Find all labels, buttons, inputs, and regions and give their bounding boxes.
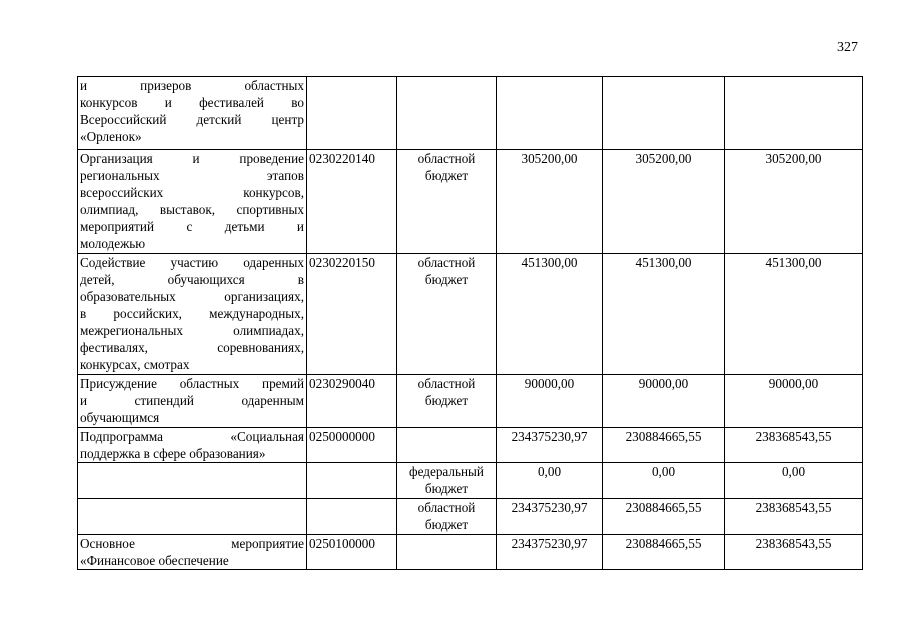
cell-name-line: в российских, международных, bbox=[80, 306, 304, 321]
cell-name-line: Присуждение областных премий bbox=[80, 376, 304, 391]
cell-name bbox=[78, 254, 307, 375]
cell-name-line: мероприятий с детьми и bbox=[80, 219, 304, 234]
cell-code bbox=[307, 463, 397, 499]
cell-year-1: 451300,00 bbox=[497, 254, 603, 375]
table-row bbox=[78, 150, 863, 254]
cell-source: федеральный бюджет bbox=[397, 463, 497, 499]
cell-source: областной бюджет bbox=[397, 254, 497, 375]
cell-name-line: Содействие участию одаренных bbox=[80, 255, 304, 270]
cell-code bbox=[307, 77, 397, 150]
budget-table bbox=[77, 76, 863, 570]
cell-name-line: Подпрограмма «Социальная bbox=[80, 429, 304, 444]
cell-name-line: детей, обучающихся в bbox=[80, 272, 304, 287]
cell-code: 0230220150 bbox=[307, 254, 397, 375]
cell-name-line: конкурсов и фестивалей во bbox=[80, 95, 304, 110]
cell-name bbox=[78, 150, 307, 254]
cell-year-3 bbox=[725, 77, 863, 150]
table-row bbox=[78, 499, 863, 535]
cell-name-line: «Орленок» bbox=[80, 129, 142, 144]
cell-name-line: «Финансовое обеспечение bbox=[80, 553, 229, 568]
budget-table-body bbox=[78, 77, 863, 570]
cell-name-line: молодежью bbox=[80, 236, 146, 251]
cell-year-3: 238368543,55 bbox=[725, 535, 863, 570]
page-number: 327 bbox=[837, 40, 858, 55]
cell-code: 0250100000 bbox=[307, 535, 397, 570]
cell-source bbox=[397, 77, 497, 150]
table-row bbox=[78, 428, 863, 463]
cell-year-3: 451300,00 bbox=[725, 254, 863, 375]
cell-name-line: олимпиад, выставок, спортивных bbox=[80, 202, 304, 217]
table-row bbox=[78, 375, 863, 428]
cell-name-line: Основное мероприятие bbox=[80, 536, 304, 551]
table-row bbox=[78, 77, 863, 150]
cell-source: областной бюджет bbox=[397, 150, 497, 254]
cell-name bbox=[78, 77, 307, 150]
cell-name-line: межрегиональных олимпиадах, bbox=[80, 323, 304, 338]
cell-name bbox=[78, 499, 307, 535]
table-row bbox=[78, 535, 863, 570]
cell-source: областной бюджет bbox=[397, 499, 497, 535]
cell-name bbox=[78, 428, 307, 463]
cell-year-3: 238368543,55 bbox=[725, 428, 863, 463]
cell-name-line: всероссийских конкурсов, bbox=[80, 185, 304, 200]
cell-year-3: 90000,00 bbox=[725, 375, 863, 428]
cell-year-2: 451300,00 bbox=[603, 254, 725, 375]
cell-year-1: 90000,00 bbox=[497, 375, 603, 428]
cell-name-line: фестивалях, соревнованиях, bbox=[80, 340, 304, 355]
cell-year-3: 305200,00 bbox=[725, 150, 863, 254]
cell-year-2: 230884665,55 bbox=[603, 535, 725, 570]
cell-source bbox=[397, 535, 497, 570]
cell-name-line: Организация и проведение bbox=[80, 151, 304, 166]
cell-name-line: образовательных организациях, bbox=[80, 289, 304, 304]
cell-year-2: 90000,00 bbox=[603, 375, 725, 428]
cell-name-line: и призеров областных bbox=[80, 78, 304, 93]
cell-name-line: поддержка в сфере образования» bbox=[80, 446, 266, 461]
cell-name-line: Всероссийский детский центр bbox=[80, 112, 304, 127]
cell-name-line: конкурсах, смотрах bbox=[80, 357, 190, 372]
cell-name-line: и стипендий одаренным bbox=[80, 393, 304, 408]
cell-year-2: 305200,00 bbox=[603, 150, 725, 254]
cell-year-1: 234375230,97 bbox=[497, 428, 603, 463]
cell-year-1: 234375230,97 bbox=[497, 535, 603, 570]
cell-year-1: 305200,00 bbox=[497, 150, 603, 254]
cell-code: 0250000000 bbox=[307, 428, 397, 463]
cell-name-line: обучающимся bbox=[80, 410, 160, 425]
table-row bbox=[78, 463, 863, 499]
cell-year-1 bbox=[497, 77, 603, 150]
cell-code bbox=[307, 499, 397, 535]
cell-code: 0230220140 bbox=[307, 150, 397, 254]
cell-name bbox=[78, 463, 307, 499]
cell-source bbox=[397, 428, 497, 463]
cell-source: областной бюджет bbox=[397, 375, 497, 428]
cell-year-2 bbox=[603, 77, 725, 150]
cell-name bbox=[78, 375, 307, 428]
cell-year-1: 234375230,97 bbox=[497, 499, 603, 535]
cell-year-2: 0,00 bbox=[603, 463, 725, 499]
cell-code: 0230290040 bbox=[307, 375, 397, 428]
table-row bbox=[78, 254, 863, 375]
cell-year-2: 230884665,55 bbox=[603, 428, 725, 463]
cell-name bbox=[78, 535, 307, 570]
cell-year-1: 0,00 bbox=[497, 463, 603, 499]
cell-name-line: региональных этапов bbox=[80, 168, 304, 183]
cell-year-3: 0,00 bbox=[725, 463, 863, 499]
cell-year-3: 238368543,55 bbox=[725, 499, 863, 535]
cell-year-2: 230884665,55 bbox=[603, 499, 725, 535]
